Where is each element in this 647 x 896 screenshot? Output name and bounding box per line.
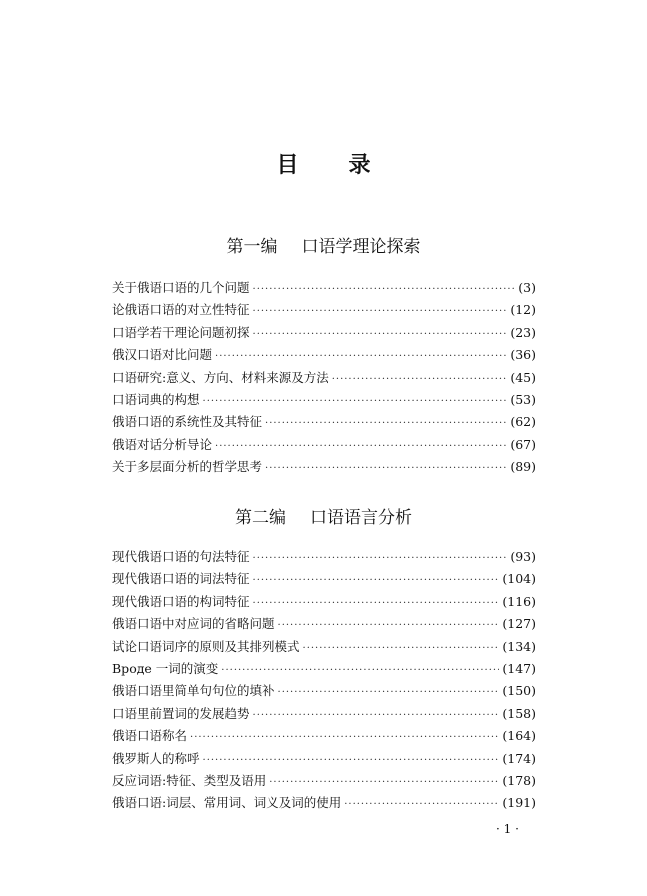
dot-leader [278, 682, 500, 704]
dot-leader [278, 615, 500, 637]
toc-entry [112, 389, 536, 411]
toc-list-part-1 [112, 277, 536, 479]
dot-leader [303, 638, 500, 660]
toc-entry [112, 703, 536, 725]
toc-entry-title: 俄罗斯人的称呼 [112, 750, 200, 766]
dot-leader [265, 413, 507, 435]
toc-entry-page: (116) [502, 593, 536, 609]
toc-entry-title: 俄语口语里简单句句位的填补 [112, 683, 275, 699]
toc-entry-title: 试论口语词序的原则及其排列模式 [112, 638, 300, 654]
toc-entry-page: (53) [510, 391, 536, 407]
section-heading-1 [0, 232, 647, 257]
toc-entry-page: (36) [510, 347, 536, 363]
toc-entry-page: (45) [510, 369, 536, 385]
section-part: 第一编 [226, 237, 278, 257]
toc-entry-page: (93) [510, 549, 536, 564]
toc-entry [112, 770, 536, 792]
toc-entry [112, 725, 536, 747]
toc-entry-page: (12) [510, 302, 536, 318]
toc-entry-title: 口语词典的构想 [112, 391, 200, 407]
toc-entry-title: 口语研究:意义、方向、材料来源及方法 [112, 369, 329, 385]
toc-entry-title: 俄汉口语对比问题 [112, 347, 213, 363]
section-name: 口语语言分析 [310, 508, 412, 528]
dot-leader [215, 346, 507, 368]
toc-entry-page: (158) [502, 705, 536, 721]
toc-entry [112, 299, 536, 321]
section-heading-2 [0, 503, 647, 528]
dot-leader [253, 593, 500, 615]
dot-leader [190, 727, 499, 749]
dot-leader [344, 794, 499, 816]
dot-leader [332, 369, 508, 391]
toc-entry-title: 俄语口语称名 [112, 728, 188, 744]
toc-entry [112, 792, 536, 814]
toc-entry-title: 俄语对话分析导论 [112, 436, 213, 452]
toc-entry-page: (174) [502, 750, 536, 766]
toc-entry-title: 口语里前置词的发展趋势 [112, 705, 250, 721]
dot-leader [203, 750, 500, 772]
toc-entry-title: 论俄语口语的对立性特征 [112, 302, 250, 318]
dot-leader [269, 772, 499, 794]
toc-entry [112, 322, 536, 344]
toc-entry-title: 俄语口语的系统性及其特征 [112, 414, 263, 430]
toc-entry-title: 现代俄语口语的句法特征 [112, 549, 250, 564]
toc-entry-page: (164) [502, 728, 536, 744]
toc-entry-title: Вроде 一词的演变 [112, 660, 219, 676]
toc-entry-page: (104) [502, 571, 536, 587]
toc-entry-page: (89) [510, 459, 536, 475]
toc-entry-page: (150) [502, 683, 536, 699]
dot-leader [253, 279, 516, 301]
toc-entry-title: 关于俄语口语的几个问题 [112, 280, 250, 295]
toc-entry-title: 口语学若干理论问题初探 [112, 324, 250, 340]
title-char-1: 目 [276, 152, 299, 178]
toc-entry [112, 344, 536, 366]
dot-leader [253, 301, 508, 323]
toc-entry [112, 613, 536, 635]
toc-entry [112, 411, 536, 433]
toc-entry-page: (62) [510, 414, 536, 430]
toc-list-part-2 [112, 546, 536, 815]
toc-entry-page: (3) [518, 280, 536, 295]
toc-entry [112, 367, 536, 389]
toc-entry-page: (191) [502, 795, 536, 811]
section-name: 口语学理论探索 [301, 237, 421, 257]
dot-leader [253, 570, 500, 592]
toc-entry [112, 568, 536, 590]
toc-entry [112, 434, 536, 456]
toc-entry [112, 636, 536, 658]
toc-entry-page: (67) [510, 436, 536, 452]
dot-leader [253, 705, 500, 727]
section-part: 第二编 [235, 508, 286, 528]
toc-entry-title: 关于多层面分析的哲学思考 [112, 459, 263, 475]
toc-entry-page: (127) [502, 616, 536, 632]
page-title [0, 148, 647, 179]
toc-entry [112, 546, 536, 568]
toc-entry [112, 680, 536, 702]
toc-entry [112, 748, 536, 770]
toc-entry-title: 俄语口语中对应词的省略问题 [112, 616, 275, 632]
dot-leader [203, 391, 508, 413]
toc-entry-title: 现代俄语口语的词法特征 [112, 571, 250, 587]
toc-entry-title: 反应词语:特征、类型及语用 [112, 772, 267, 788]
dot-leader [221, 660, 499, 682]
toc-entry [112, 456, 536, 478]
toc-entry-page: (134) [502, 638, 536, 654]
dot-leader [265, 458, 507, 480]
toc-entry [112, 658, 536, 680]
title-char-2: 录 [348, 152, 371, 178]
dot-leader [215, 436, 507, 458]
toc-entry [112, 277, 536, 299]
page-number: · 1 · [496, 822, 519, 836]
toc-entry-title: 俄语口语:词层、常用词、词义及词的使用 [112, 795, 342, 811]
toc-entry [112, 591, 536, 613]
dot-leader [253, 548, 508, 570]
toc-entry-page: (23) [510, 324, 536, 340]
toc-entry-title: 现代俄语口语的构词特征 [112, 593, 250, 609]
toc-entry-page: (147) [502, 660, 536, 676]
toc-entry-page: (178) [502, 772, 536, 788]
dot-leader [253, 324, 508, 346]
